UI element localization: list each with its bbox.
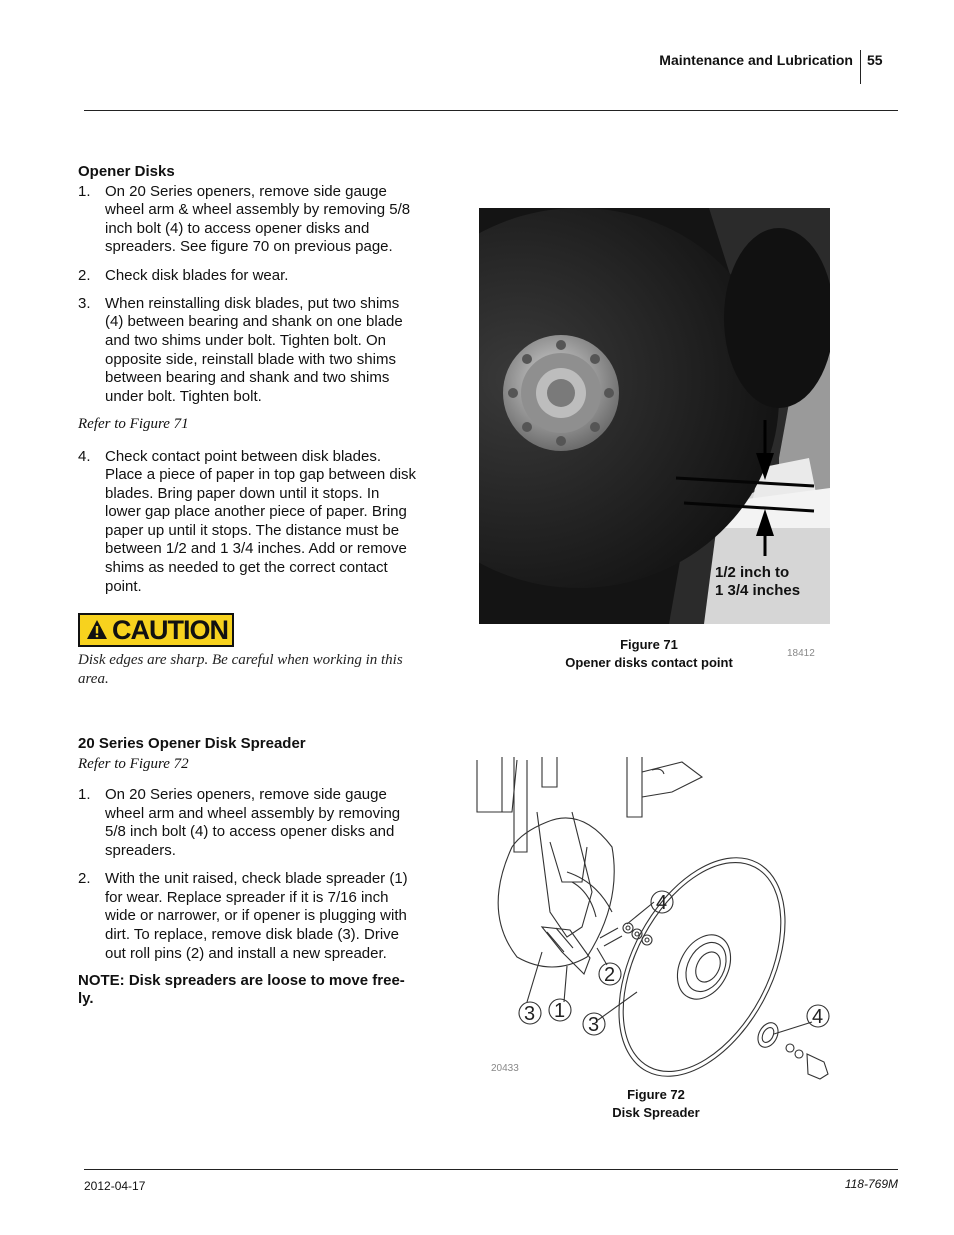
bottom-rule bbox=[84, 1169, 898, 1170]
disk-spreader-drawing bbox=[472, 752, 834, 1084]
opener-disks-section bbox=[78, 163, 418, 606]
callout-4-top: 4 bbox=[656, 892, 668, 914]
figure-72-id: 20433 bbox=[491, 1063, 519, 1074]
list-item: 2. Check disk blades for wear. bbox=[78, 266, 289, 284]
warning-icon bbox=[86, 619, 108, 641]
spreader-note: NOTE: Disk spreaders are loose to move free-ly. bbox=[78, 971, 405, 1008]
figure-72-caption: Figure 72 Disk Spreader bbox=[612, 1087, 700, 1120]
refer-figure-71: Refer to Figure 71 bbox=[78, 415, 189, 432]
page-number: 55 bbox=[867, 52, 883, 68]
callout-2: 2 bbox=[604, 964, 616, 986]
caution-message: Disk edges are sharp. Be careful when working in this area. bbox=[78, 652, 403, 687]
opener-disks-heading: Opener Disks bbox=[78, 163, 175, 180]
top-rule bbox=[84, 110, 898, 111]
list-item: 3. When reinstalling disk blades, put two shims (4) between bearing and shank on one blade and two shims under bolt. Tighten bolt. On opposite side, reinstall blade with two shims between bearing and shank and two shims under bolt. Tighten bolt. bbox=[78, 294, 403, 405]
callout-1: 1 bbox=[554, 1000, 566, 1022]
list-item: 1. On 20 Series openers, remove side gauge wheel arm and wheel assembly by removing 5/8 inch bolt (4) to access opener disks and spreaders. bbox=[78, 786, 401, 859]
hub bbox=[503, 335, 619, 451]
caution-label bbox=[78, 613, 234, 647]
figure-71-id: 18412 bbox=[787, 648, 815, 659]
header-divider bbox=[860, 50, 861, 84]
callout-4-bottom: 4 bbox=[812, 1006, 824, 1028]
spreader-section bbox=[78, 735, 418, 1009]
list-item: 2. With the unit raised, check blade spreader (1) for wear. Replace spreader if it is 7/16 inch wide or narrower, or if opener is plugging with dirt. To replace, remove disk blade (3). Drive out roll pins (2) and install a new spreader. bbox=[78, 870, 408, 962]
spreader-heading: 20 Series Opener Disk Spreader bbox=[78, 735, 306, 752]
list-item: 4. Check contact point between disk blades. Place a piece of paper in top gap between disk blades. Bring paper down until it stops. In lower gap place another piece of paper. Bring paper up until it stops. The distance must be between 1/2 and 1 3/4 inches. Add or remove shims as needed to get the correct contact point. bbox=[78, 447, 417, 595]
contact-distance-label: 1/2 inch to 1 3/4 inches bbox=[715, 564, 801, 599]
opener-disks-steps bbox=[78, 183, 418, 407]
refer-figure-72: Refer to Figure 72 bbox=[78, 755, 189, 772]
spreader-steps bbox=[78, 786, 418, 963]
callout-3-left: 3 bbox=[524, 1003, 536, 1025]
list-item: 1. On 20 Series openers, remove side gauge wheel arm & wheel assembly by removing 5/8 inch bolt (4) to access opener disks and spreaders. See figure 70 on previous page. bbox=[78, 182, 411, 256]
opener-disks-steps-continued bbox=[78, 448, 418, 597]
caution-text-label: CAUTION bbox=[112, 614, 228, 645]
callout-3-right: 3 bbox=[588, 1014, 600, 1036]
footer-date: 2012-04-17 bbox=[84, 1179, 146, 1193]
opener-disks-photo bbox=[479, 208, 830, 624]
footer-doc-number: 118-769M bbox=[844, 1177, 898, 1191]
section-title: Maintenance and Lubrication bbox=[659, 52, 853, 68]
figure-71-caption: Figure 71 Opener disks contact point bbox=[565, 637, 733, 670]
